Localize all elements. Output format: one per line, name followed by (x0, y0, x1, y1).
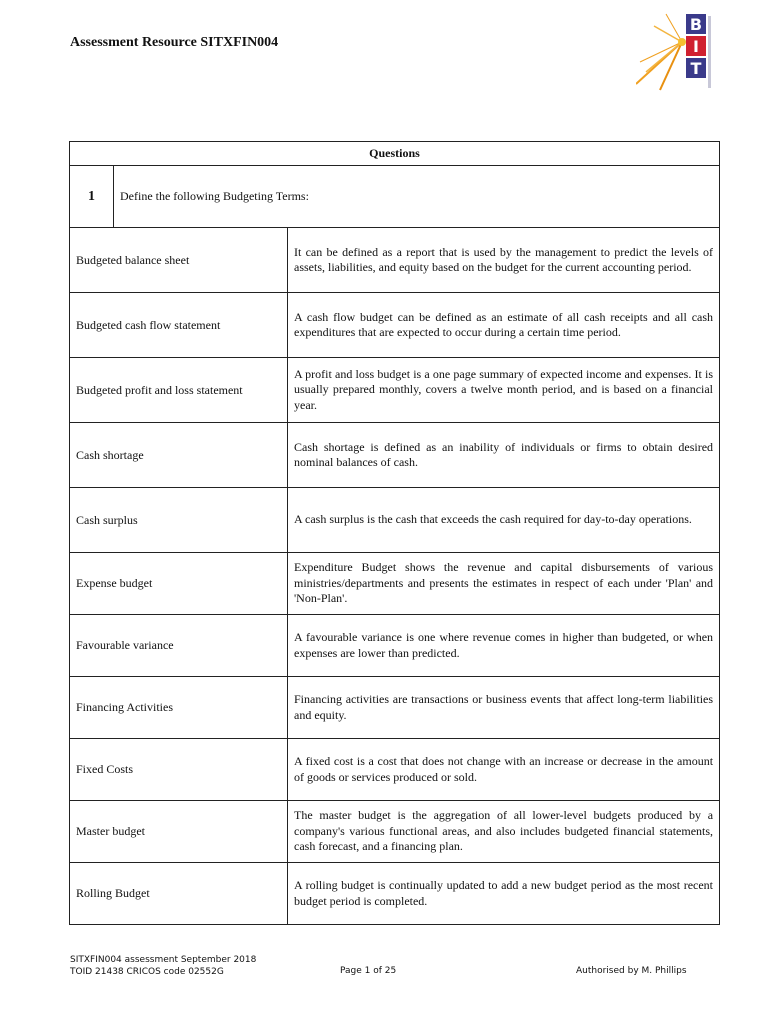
question-text: Define the following Budgeting Terms: (114, 166, 720, 228)
term-row (70, 739, 720, 801)
footer-info (70, 954, 256, 978)
term-label: Master budget (70, 801, 288, 863)
term-label: Rolling Budget (70, 863, 288, 925)
questions-header-row (70, 142, 720, 166)
term-definition: A favourable variance is one where revenue comes in higher than budgeted, or when expenses are lower than predicted. (288, 615, 720, 677)
term-label: Favourable variance (70, 615, 288, 677)
term-row (70, 423, 720, 488)
document-header-title: Assessment Resource SITXFIN004 (70, 35, 279, 50)
term-definition: A fixed cost is a cost that does not change with an increase or decrease in the amount of goods or services produced or sold. (288, 739, 720, 801)
term-row (70, 615, 720, 677)
term-row (70, 228, 720, 293)
term-row (70, 801, 720, 863)
term-definition: A profit and loss budget is a one page summary of expected income and expenses. It is usually prepared monthly, covers a twelve month period, and is based on a financial year. (288, 358, 720, 423)
term-definition: A cash surplus is the cash that exceeds the cash required for day-to-day operations. (288, 488, 720, 553)
term-label: Fixed Costs (70, 739, 288, 801)
question-number: 1 (70, 166, 114, 228)
term-definition: A rolling budget is continually updated to add a new budget period as the most recent budget period is completed. (288, 863, 720, 925)
bit-logo (636, 12, 736, 92)
term-definition: Financing activities are transactions or business events that affect long-term liabilities and equity. (288, 677, 720, 739)
term-definition: The master budget is the aggregation of all lower-level budgets produced by a company's various functional areas, and also includes budgeted financial statements, cash forecast, and a financing plan. (288, 801, 720, 863)
page-number: Page 1 of 25 (340, 966, 397, 976)
term-definition: Cash shortage is defined as an inability of individuals or firms to obtain desired nominal balances of cash. (288, 423, 720, 488)
term-label: Cash shortage (70, 423, 288, 488)
term-label: Cash surplus (70, 488, 288, 553)
term-row (70, 358, 720, 423)
term-row (70, 677, 720, 739)
term-label: Expense budget (70, 553, 288, 615)
term-definition: It can be defined as a report that is used by the management to predict the levels of assets, liabilities, and equity based on the budget for the current accounting period. (288, 228, 720, 293)
logo-letter-i: I (693, 37, 699, 56)
term-label: Budgeted profit and loss statement (70, 358, 288, 423)
term-definition: Expenditure Budget shows the revenue and capital disbursements of various ministries/departments and presents the estimates in respect of each under 'Plan' and 'Non-Plan'. (288, 553, 720, 615)
term-label: Financing Activities (70, 677, 288, 739)
term-definition: A cash flow budget can be defined as an estimate of all cash receipts and all cash expenditures that are expected to occur during a certain time period. (288, 293, 720, 358)
questions-heading: Questions (70, 142, 720, 166)
term-row (70, 293, 720, 358)
authorised-by: Authorised by M. Phillips (576, 966, 687, 976)
question-row (70, 166, 720, 228)
questions-table (69, 141, 720, 925)
term-row (70, 863, 720, 925)
logo-letter-b: B (689, 15, 703, 34)
starburst-icon (636, 14, 686, 90)
term-row (70, 553, 720, 615)
term-label: Budgeted cash flow statement (70, 293, 288, 358)
logo-letter-t: T (690, 59, 702, 78)
footer-line-1: SITXFIN004 assessment September 2018 (70, 955, 257, 965)
footer-line-2: TOID 21438 CRICOS code 02552G (70, 967, 224, 977)
term-label: Budgeted balance sheet (70, 228, 288, 293)
term-row (70, 488, 720, 553)
